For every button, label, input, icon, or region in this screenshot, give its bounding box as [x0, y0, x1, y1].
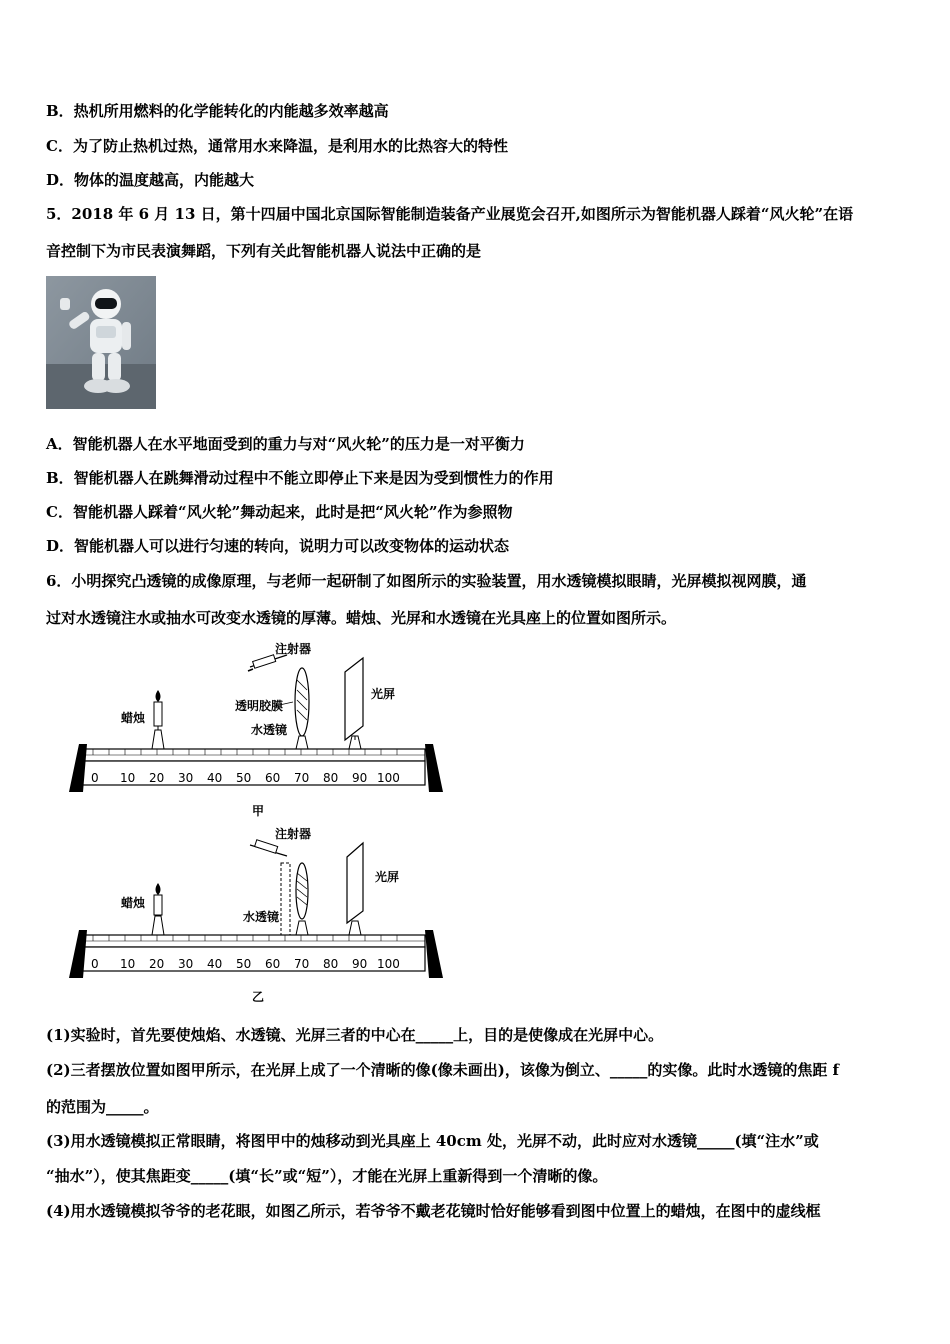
tick-0: 0: [91, 771, 99, 785]
subquestion-2-line-2: 的范围为_____。: [46, 1098, 159, 1116]
tick-40: 40: [207, 957, 223, 971]
tick-80: 80: [323, 771, 339, 785]
water-lens-shape: [296, 863, 308, 919]
membrane-label: 透明胶膜: [235, 699, 284, 713]
screen-label: 光屏: [371, 687, 396, 701]
syringe-label: 注射器: [275, 827, 312, 841]
question-5-option-d: D．智能机器人可以进行匀速的转向，说明力可以改变物体的运动状态: [46, 537, 510, 555]
tick-40: 40: [207, 771, 223, 785]
robot-photo: [46, 276, 156, 409]
candle-label: 蜡烛: [121, 896, 146, 910]
tick-0: 0: [91, 957, 99, 971]
tick-10: 10: [120, 771, 136, 785]
tick-50: 50: [236, 771, 252, 785]
figure-yi-caption: 乙: [252, 990, 265, 1004]
question-5-option-c: C．智能机器人踩着“风火轮”舞动起来，此时是把“风火轮”作为参照物: [46, 503, 513, 521]
option-b-heat-engine: B．热机所用燃料的化学能转化的内能越多效率越高: [46, 102, 389, 120]
light-screen-shape: [347, 843, 363, 923]
tick-20: 20: [149, 771, 165, 785]
syringe-label: 注射器: [275, 642, 312, 656]
subquestion-1: (1)实验时，首先要使烛焰、水透镜、光屏三者的中心在_____上，目的是使像成在光屏中心。: [46, 1026, 664, 1044]
figure-jia: [65, 640, 445, 820]
option-c-water-cooling: C．为了防止热机过热，通常用水来降温，是利用水的比热容大的特性: [46, 137, 508, 155]
question-5-option-a: A．智能机器人在水平地面受到的重力与对“风火轮”的压力是一对平衡力: [46, 435, 525, 453]
question-6-line-2: 过对水透镜注水或抽水可改变水透镜的厚薄。蜡烛、光屏和水透镜在光具座上的位置如图所示。: [46, 609, 677, 627]
tick-60: 60: [265, 771, 281, 785]
tick-90: 90: [352, 771, 368, 785]
question-5-line-2: 音控制下为市民表演舞蹈，下列有关此智能机器人说法中正确的是: [46, 242, 482, 260]
tick-10: 10: [120, 957, 136, 971]
tick-70: 70: [294, 771, 310, 785]
question-5-option-b: B．智能机器人在跳舞滑动过程中不能立即停止下来是因为受到惯性力的作用: [46, 469, 554, 487]
tick-80: 80: [323, 957, 339, 971]
figure-yi: [65, 823, 445, 1005]
figure-jia-caption: 甲: [252, 804, 265, 818]
subquestion-3-line-1: (3)用水透镜模拟正常眼睛，将图甲中的烛移动到光具座上 40cm 处，光屏不动，此时应对水透镜_____(填“注水”或: [46, 1132, 819, 1150]
option-d-temperature: D．物体的温度越高，内能越大: [46, 171, 255, 189]
tick-100: 100: [377, 771, 400, 785]
tick-30: 30: [178, 771, 194, 785]
subquestion-2-line-1: (2)三者摆放位置如图甲所示，在光屏上成了一个清晰的像(像未画出)，该像为倒立、_____的实像。此时水透镜的焦距 f: [46, 1061, 840, 1079]
syringe-icon: [250, 840, 287, 856]
syringe-icon: [248, 655, 287, 671]
candle-shape: [154, 895, 162, 915]
question-5-line-1: 5．2018 年 6 月 13 日，第十四届中国北京国际智能制造装备产业展览会召开,如图所示为智能机器人踩着“风火轮”在语: [46, 205, 854, 223]
light-screen-shape: [345, 658, 363, 740]
candle-shape: [154, 702, 162, 726]
lens-label: 水透镜: [251, 723, 288, 737]
tick-70: 70: [294, 957, 310, 971]
question-6-line-1: 6．小明探究凸透镜的成像原理，与老师一起研制了如图所示的实验装置，用水透镜模拟眼睛，光屏模拟视网膜，通: [46, 572, 807, 590]
candle-label: 蜡烛: [121, 711, 146, 725]
screen-label: 光屏: [375, 870, 400, 884]
tick-100: 100: [377, 957, 400, 971]
tick-50: 50: [236, 957, 252, 971]
subquestion-4: (4)用水透镜模拟爷爷的老花眼，如图乙所示，若爷爷不戴老花镜时恰好能够看到图中位置上的蜡烛，在图中的虚线框: [46, 1202, 821, 1220]
tick-60: 60: [265, 957, 281, 971]
lens-label: 水透镜: [243, 910, 280, 924]
tick-90: 90: [352, 957, 368, 971]
tick-20: 20: [149, 957, 165, 971]
dashed-box: [281, 863, 290, 943]
tick-30: 30: [178, 957, 194, 971]
subquestion-3-line-2: “抽水”），使其焦距变_____(填“长”或“短”），才能在光屏上重新得到一个清晰的像。: [46, 1167, 608, 1185]
water-lens-shape: [295, 668, 309, 736]
